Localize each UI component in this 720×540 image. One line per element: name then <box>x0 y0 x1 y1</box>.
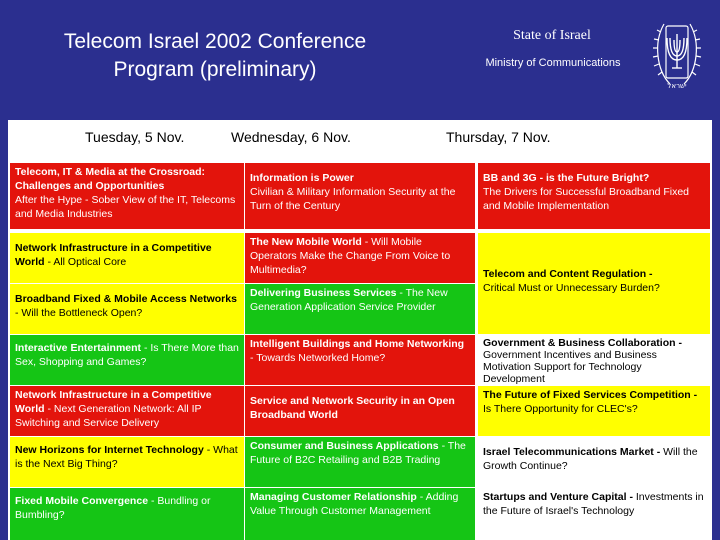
ministry-label: Ministry of Communications <box>485 57 621 69</box>
session-subtitle: Government Incentives and Business Motivation Support for Technology Development <box>483 349 657 385</box>
session-subtitle: - Adding Value Through Customer Management <box>250 491 459 517</box>
session-wednesday-4 <box>245 335 475 385</box>
day-header-wednesday: Wednesday, 6 Nov. <box>231 129 351 145</box>
session-subtitle: - Will the Bottleneck Open? <box>15 307 143 319</box>
session-title: Consumer and Business Applications <box>250 440 439 452</box>
session-subtitle: Is There Opportunity for CLEC's? <box>483 403 638 415</box>
session-title: Service and Network Security in an Open Broadband World <box>250 395 455 421</box>
session-subtitle: Will the Growth Continue? <box>483 446 698 472</box>
session-title: Network Infrastructure in a Competitive World <box>15 242 212 268</box>
session-tuesday-6 <box>10 437 244 487</box>
session-wednesday-1 <box>245 163 475 229</box>
session-subtitle: The Drivers for Successful Broadband Fixed and Mobile Implementation <box>483 186 690 212</box>
session-title: Government & Business Collaboration - <box>483 337 682 349</box>
title-line-2: Program (preliminary) <box>113 58 317 81</box>
session-tuesday-4 <box>10 335 244 385</box>
session-tuesday-1 <box>10 163 244 229</box>
day-header-thursday: Thursday, 7 Nov. <box>446 129 551 145</box>
session-subtitle: - Bundling or Bumbling? <box>15 495 211 521</box>
session-title: Telecom, IT & Media at the Crossroad: Challenges and Opportunities <box>15 166 206 192</box>
session-subtitle: - Towards Networked Home? <box>250 352 386 364</box>
session-tuesday-5 <box>10 386 244 436</box>
session-title: Interactive Entertainment <box>15 342 142 354</box>
title-line-1: Telecom Israel 2002 Conference <box>63 30 367 53</box>
session-subtitle: - Is There More than Sex, Shopping and Games? <box>15 342 239 368</box>
session-subtitle: Investments in the Future of Israel's Technology <box>483 491 704 517</box>
session-tuesday-3 <box>10 284 244 334</box>
session-thursday-5 <box>478 437 710 487</box>
session-tuesday-7 <box>10 488 244 540</box>
session-subtitle: Critical Must or Unnecessary Burden? <box>483 282 660 294</box>
session-thursday-2 <box>478 233 710 334</box>
day-header-tuesday: Tuesday, 5 Nov. <box>85 129 185 145</box>
session-title: Network Infrastructure in a Competitive World <box>15 389 212 415</box>
session-title: Israel Telecommunications Market - <box>483 446 664 458</box>
session-subtitle: - The New Generation Application Service Provider <box>250 287 448 313</box>
session-subtitle: After the Hype - Sober View of the IT, Telecoms and Media Industries <box>15 194 236 220</box>
menorah-emblem-icon <box>650 16 704 96</box>
session-thursday-6 <box>478 488 710 540</box>
conference-title <box>20 28 410 84</box>
session-subtitle: - Will Mobile Operators Make the Change From Voice to Multimedia? <box>250 236 451 276</box>
session-subtitle: - The Future of B2C Retailing and B2B Trading <box>250 440 466 466</box>
emblem-text: ישראל <box>667 82 687 90</box>
session-title: New Horizons for Internet Technology <box>15 444 204 456</box>
state-of-israel-label: State of Israel <box>513 28 591 43</box>
session-thursday-1 <box>478 163 710 229</box>
session-title: Telecom and Content Regulation - <box>483 268 653 280</box>
session-title: Fixed Mobile Convergence <box>15 495 149 507</box>
session-thursday-4 <box>478 386 710 436</box>
session-title: BB and 3G - is the Future Bright? <box>483 172 650 184</box>
session-wednesday-5 <box>245 386 475 436</box>
session-title: Managing Customer Relationship <box>250 491 417 503</box>
session-subtitle: Civilian & Military Information Security at the Turn of the Century <box>250 186 456 212</box>
session-thursday-3 <box>478 335 710 385</box>
session-title: Startups and Venture Capital - <box>483 491 636 503</box>
session-wednesday-6 <box>245 437 475 487</box>
session-title: Broadband Fixed & Mobile Access Networks <box>15 293 237 305</box>
session-wednesday-7 <box>245 488 475 540</box>
session-title: Intelligent Buildings and Home Networking <box>250 338 465 350</box>
session-subtitle: - Next Generation Network: All IP Switching and Service Delivery <box>15 403 202 429</box>
session-title: The Future of Fixed Services Competition - <box>483 389 698 401</box>
session-title: Delivering Business Services <box>250 287 397 299</box>
session-tuesday-2 <box>10 233 244 283</box>
session-wednesday-3 <box>245 284 475 334</box>
session-title: Information is Power <box>250 172 354 184</box>
session-subtitle: - What is the Next Big Thing? <box>15 444 238 470</box>
session-wednesday-2 <box>245 233 475 283</box>
session-subtitle: - All Optical Core <box>44 256 127 268</box>
session-title: The New Mobile World <box>250 236 362 248</box>
